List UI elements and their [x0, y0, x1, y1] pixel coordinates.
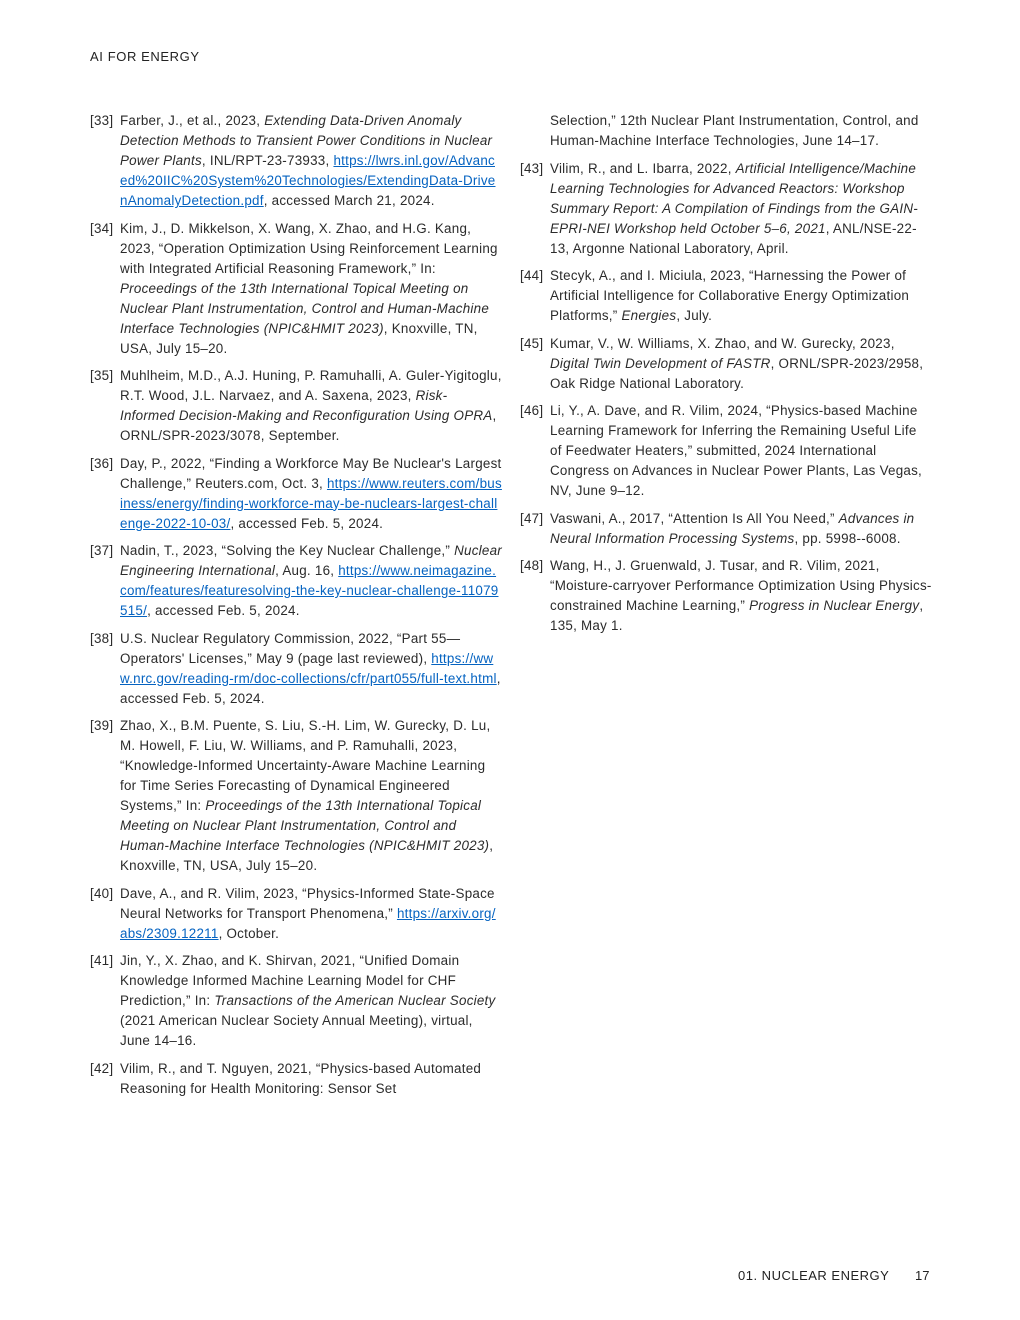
reference-number: [43]: [520, 160, 544, 176]
reference-42-continued: Selection,” 12th Nuclear Plant Instrumentation, Control, and Human-Machine Interface Technologies, June 14–17.: [550, 113, 919, 148]
reference-number: [34]: [90, 220, 114, 236]
reference-number: [39]: [90, 718, 114, 733]
reference-41: [41] Jin, Y., X. Zhao, and K. Shirvan, 2021, “Unified Domain Knowledge Informed Machine Learning Model for CHF Prediction,” In: Transactions of the American Nuclear Society (2021 American Nuclear Society Annual Meeting), virtual, June 14–16.: [90, 953, 496, 1048]
reference-46: [46] Li, Y., A. Dave, and R. Vilim, 2024, “Physics-based Machine Learning Framework for Inferring the Remaining Useful Life of Feedwater Heaters,” submitted, 2024 International Congress on Advances in Nuclear Power Plants, Las Vegas, NV, June 9–12.: [520, 403, 923, 498]
reference-number: [38]: [90, 630, 114, 646]
reference-title: Proceedings of the 13th International Topical Meeting on Nuclear Plant Instrumentation, Control and Human-Machine Interface Technologies (NPIC&HMIT 2023): [120, 280, 490, 336]
reference-link[interactable]: https://www.reuters.com/business/energy/finding-workforce-may-be-nuclears-largest-challenge-2022-10-03/: [120, 475, 502, 531]
reference-36: [36] Day, P., 2022, “Finding a Workforce May Be Nuclear's Largest Challenge,” Reuters.com, Oct. 3, https://www.reuters.com/business/energy/finding-workforce-may-be-nuclears-largest-challenge-2022-10-03/, accessed Feb. 5, 2024.: [90, 455, 502, 531]
reference-number: [45]: [520, 335, 544, 351]
reference-title: Nuclear Engineering International: [120, 543, 502, 578]
reference-title: Transactions of the American Nuclear Society: [214, 993, 496, 1008]
reference-number: [36]: [90, 455, 114, 471]
reference-title: Progress in Nuclear Energy: [749, 598, 920, 613]
reference-title: Energies: [621, 308, 677, 323]
page-number: 17: [915, 1268, 930, 1283]
reference-44: [44] Stecyk, A., and I. Miciula, 2023, “Harnessing the Power of Artificial Intelligence for Collaborative Energy Optimization Platforms,” Energies, July.: [520, 268, 910, 323]
reference-45: [45] Kumar, V., W. Williams, X. Zhao, and W. Gurecky, 2023, Digital Twin Development of FASTR, ORNL/SPR-2023/2958, Oak Ridge National Laboratory.: [520, 335, 924, 391]
reference-34: [34] Kim, J., D. Mikkelson, X. Wang, X. Zhao, and H.G. Kang, 2023, “Operation Optimization Using Reinforcement Learning with Integrated Artificial Reasoning Framework,” In: Proceedings of the 13th International Topical Meeting on Nuclear Plant Instrumentation, Control and Human-Machine Interface Technologies (NPIC&HMIT 2023), Knoxville, TN, USA, July 15–20.: [90, 220, 498, 356]
reference-number: [35]: [90, 368, 114, 383]
reference-number: [44]: [520, 268, 544, 283]
reference-number: [47]: [520, 510, 544, 526]
footer-section-label: 01. NUCLEAR ENERGY: [738, 1268, 890, 1283]
reference-33: [33] Farber, J., et al., 2023, Extending Data-Driven Anomaly Detection Methods to Transient Power Conditions in Nuclear Power Plants, INL/RPT-23-73933, https://lwrs.inl.gov/Advanced%20IIC%20System%20Technologies/ExtendingData-DrivenAnomalyDetection.pdf, accessed March 21, 2024.: [90, 113, 496, 208]
reference-number: [41]: [90, 953, 114, 968]
reference-title: Digital Twin Development of FASTR: [550, 355, 771, 371]
reference-40: [40] Dave, A., and R. Vilim, 2023, “Physics-Informed State-Space Neural Networks for Transport Phenomena,” https://arxiv.org/abs/2309.12211, October.: [90, 885, 496, 941]
references-right-column: [520, 111, 932, 644]
reference-38: [38] U.S. Nuclear Regulatory Commission, 2022, “Part 55—Operators' Licenses,” May 9 (page last reviewed), https://www.nrc.gov/reading-rm/doc-collections/cfr/part055/full-text.html, accessed Feb. 5, 2024.: [90, 630, 501, 706]
reference-number: [33]: [90, 113, 114, 128]
references-left-column: [90, 111, 502, 1106]
running-header: AI FOR ENERGY: [90, 49, 200, 64]
reference-number: [37]: [90, 543, 114, 558]
reference-47: [47] Vaswani, A., 2017, “Attention Is All You Need,” Advances in Neural Information Processing Systems, pp. 5998--6008.: [520, 510, 915, 546]
reference-title: Advances in Neural Information Processing Systems: [550, 510, 915, 546]
reference-43: [43] Vilim, R., and L. Ibarra, 2022, Artificial Intelligence/Machine Learning Technologies for Advanced Reactors: Workshop Summary Report: A Compilation of Findings from the GAIN-EPRI-NEI Workshop held October 5–6, 2021, ANL/NSE-22-13, Argonne National Laboratory, April.: [520, 160, 918, 256]
reference-37: [37] Nadin, T., 2023, “Solving the Key Nuclear Challenge,” Nuclear Engineering International, Aug. 16, https://www.neimagazine.com/features/featuresolving-the-key-nuclear-challenge-11079515/, accessed Feb. 5, 2024.: [90, 543, 502, 618]
reference-link[interactable]: https://lwrs.inl.gov/Advanced%20IIC%20System%20Technologies/ExtendingData-DrivenAnomalyDetection.pdf: [120, 153, 496, 208]
reference-39: [39] Zhao, X., B.M. Puente, S. Liu, S.-H. Lim, W. Gurecky, D. Lu, M. Howell, F. Liu, W. Williams, and P. Ramuhalli, 2023, “Knowledge-Informed Uncertainty-Aware Machine Learning for Time Series Forecasting of Dynamical Engineered Systems,” In: Proceedings of the 13th International Topical Meeting on Nuclear Plant Instrumentation, Control and Human-Machine Interface Technologies (NPIC&HMIT 2023), Knoxville, TN, USA, July 15–20.: [90, 718, 494, 873]
reference-link[interactable]: https://www.neimagazine.com/features/featuresolving-the-key-nuclear-challenge-11079515/: [120, 563, 499, 618]
reference-42: [42] Vilim, R., and T. Nguyen, 2021, “Physics-based Automated Reasoning for Health Monitoring: Sensor Set: [90, 1060, 482, 1096]
reference-number: [46]: [520, 403, 544, 418]
reference-link[interactable]: https://arxiv.org/abs/2309.12211: [120, 905, 496, 941]
reference-number: [42]: [90, 1060, 114, 1076]
reference-35: [35] Muhlheim, M.D., A.J. Huning, P. Ramuhalli, A. Guler-Yigitoglu, R.T. Wood, J.L. Narvaez, and A. Saxena, 2023, Risk-Informed Decision-Making and Reconfiguration Using OPRA, ORNL/SPR-2023/3078, September.: [90, 368, 502, 443]
reference-number: [40]: [90, 885, 114, 901]
reference-title: Risk-Informed Decision-Making and Reconfiguration Using OPRA: [120, 388, 493, 423]
reference-title: Proceedings of the 13th International Topical Meeting on Nuclear Plant Instrumentation, Control and Human-Machine Interface Technologies (NPIC&HMIT 2023): [120, 798, 490, 853]
reference-number: [48]: [520, 558, 544, 573]
reference-title: Extending Data-Driven Anomaly Detection Methods to Transient Power Conditions in Nuclear Power Plants: [120, 113, 493, 168]
reference-48: [48] Wang, H., J. Gruenwald, J. Tusar, and R. Vilim, 2021, “Moisture-carryover Performance Optimization Using Physics-constrained Machine Learning,” Progress in Nuclear Energy, 135, May 1.: [520, 558, 932, 633]
reference-link[interactable]: https://www.nrc.gov/reading-rm/doc-collections/cfr/part055/full-text.html: [120, 650, 497, 686]
reference-title: Artificial Intelligence/Machine Learning Technologies for Advanced Reactors: Workshop Summary Report: A Compilation of Findings from the GAIN-EPRI-NEI Workshop held October 5–6, 2021: [550, 160, 918, 236]
